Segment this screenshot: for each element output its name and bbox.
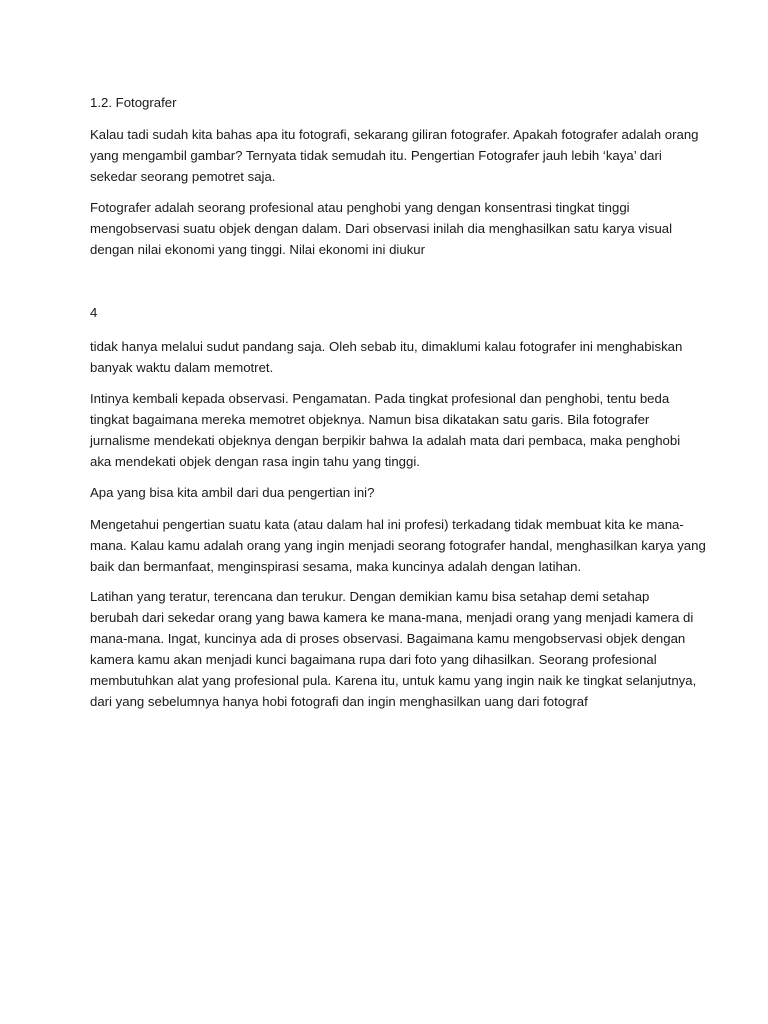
paragraph-6 — [90, 514, 706, 577]
paragraph-line: dengan nilai ekonomi yang tinggi. Nilai ekonomi ini diukur — [90, 242, 426, 257]
paragraph-line: berubah dari sekedar orang yang bawa kamera ke mana-mana, menjadi orang yang menjadi kamera di — [90, 610, 694, 625]
paragraph-4 — [90, 388, 690, 472]
paragraph-7 — [90, 586, 697, 712]
paragraph-3 — [90, 336, 690, 378]
paragraph-line: tingkat bagaimana mereka memotret objeknya. Namun bisa dikatakan satu garis. Bila fotografer — [90, 412, 650, 427]
paragraph-line: Kalau tadi sudah kita bahas apa itu fotografi, sekarang giliran fotografer. Apakah fotografer adalah orang — [90, 127, 699, 142]
paragraph-line: Apa yang bisa kita ambil dari dua pengertian ini? — [90, 485, 375, 500]
section-heading — [90, 92, 690, 113]
paragraph-line: membutuhkan alat yang profesional pula. Karena itu, untuk kamu yang ingin naik ke tingkat selanjutnya, — [90, 673, 697, 688]
paragraph-line: aka mendekati objek dengan rasa ingin tahu yang tinggi. — [90, 454, 420, 469]
paragraph-line: dari yang sebelumnya hanya hobi fotografi dan ingin menghasilkan uang dari fotograf — [90, 694, 588, 709]
paragraph-line: Latihan yang teratur, terencana dan terukur. Dengan demikian kamu bisa setahap demi setahap — [90, 589, 650, 604]
paragraph-line: jurnalisme mendekati objeknya dengan berpikir bahwa Ia adalah mata dari pembaca, maka penghobi — [90, 433, 681, 448]
paragraph-5 — [90, 482, 690, 503]
page-number-text: 4 — [90, 305, 98, 320]
page-number — [90, 302, 690, 323]
paragraph-line: mengobservasi suatu objek dengan dalam. Dari observasi inilah dia menghasilkan satu karya visual — [90, 221, 673, 236]
paragraph-line: sekedar seorang pemotret saja. — [90, 169, 276, 184]
paragraph-line: Intinya kembali kepada observasi. Pengamatan. Pada tingkat profesional dan penghobi, tentu beda — [90, 391, 670, 406]
paragraph-1 — [90, 124, 699, 187]
paragraph-line: Mengetahui pengertian suatu kata (atau dalam hal ini profesi) terkadang tidak membuat kita ke mana- — [90, 517, 684, 532]
paragraph-line: tidak hanya melalui sudut pandang saja. Oleh sebab itu, dimaklumi kalau fotografer ini menghabiskan — [90, 339, 683, 354]
paragraph-2 — [90, 197, 690, 260]
paragraph-line: yang mengambil gambar? Ternyata tidak semudah itu. Pengertian Fotografer jauh lebih ‘kaya’ dari — [90, 148, 662, 163]
paragraph-line: mana-mana. Ingat, kuncinya ada di proses observasi. Bagaimana kamu mengobservasi objek dengan — [90, 631, 686, 646]
paragraph-line: baik dan bermanfaat, menginspirasi sesama, maka kuncinya adalah dengan latihan. — [90, 559, 582, 574]
paragraph-line: mana. Kalau kamu adalah orang yang ingin menjadi seorang fotografer handal, menghasilkan karya yang — [90, 538, 706, 553]
paragraph-line: kamera kamu akan menjadi kunci bagaimana rupa dari foto yang dihasilkan. Seorang profesional — [90, 652, 657, 667]
heading-text: 1.2. Fotografer — [90, 95, 177, 110]
paragraph-line: Fotografer adalah seorang profesional atau penghobi yang dengan konsentrasi tingkat tinggi — [90, 200, 630, 215]
paragraph-line: banyak waktu dalam memotret. — [90, 360, 274, 375]
